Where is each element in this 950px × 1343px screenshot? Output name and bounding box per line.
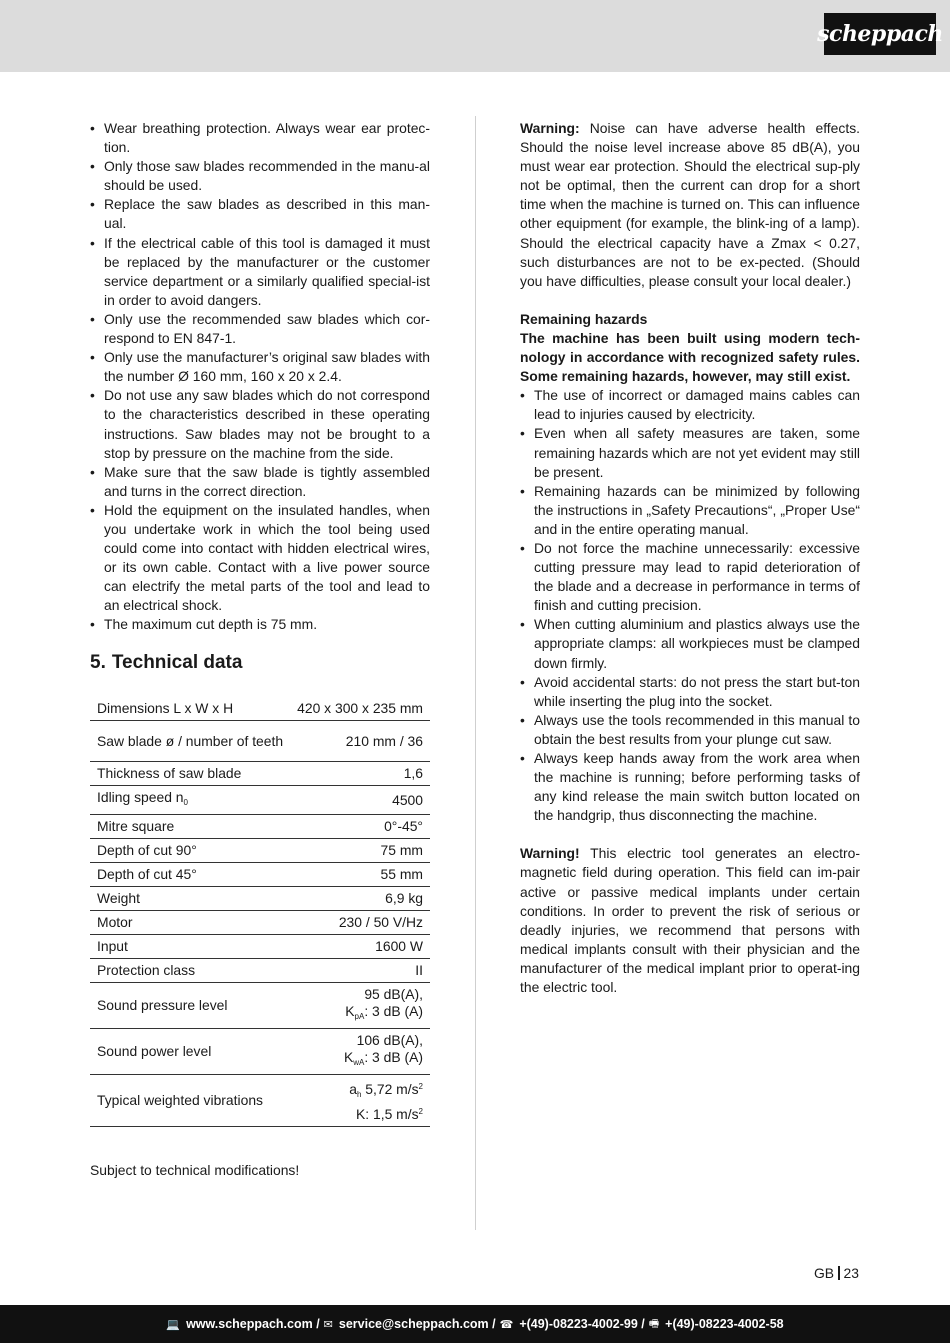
list-item: • Only use the manufacturer’s original saw blades with the number Ø 160 mm, 160 x 20 x 2.4. <box>90 348 430 386</box>
table-row <box>90 887 430 911</box>
table-row <box>90 815 430 839</box>
page-number <box>814 1265 859 1281</box>
spec-label-subscript: 0 <box>183 798 188 808</box>
technical-note: Subject to technical modifications! <box>90 1162 300 1179</box>
fax-icon: 🖷 <box>648 1316 660 1330</box>
page-number-value: 23 <box>843 1265 859 1281</box>
spacer <box>520 825 860 844</box>
spec-label: Protection class <box>90 959 290 983</box>
spec-value: 4500 <box>290 786 430 815</box>
spec-label: Weight <box>90 887 290 911</box>
spec-value-line <box>297 1049 423 1071</box>
warning-text: This electric tool generates an electro-magnetic field during operation. This field can im-pair active or passive medical implants under certain conditions. In order to prevent the risk of serious or deadly injuries, we recommend that persons with medical implants consult with their physician and the manufacturer of the medical implant prior to operat-ing the electric tool. <box>520 845 860 996</box>
spacer <box>520 291 860 310</box>
list-item: • Remaining hazards can be minimized by following the instructions in „Safety Precautions“, „Proper Use“ and in the entire operating manual. <box>520 482 860 539</box>
table-row <box>90 959 430 983</box>
spec-value-line <box>297 1003 423 1025</box>
brand-logo: scheppach <box>824 13 936 55</box>
spec-value: 420 x 300 x 235 mm <box>290 697 430 721</box>
warning-label: Warning! <box>520 845 580 862</box>
list-item: • Wear breathing protection. Always wear ear protec-tion. <box>90 119 430 157</box>
k-value: : 3 dB (A) <box>364 1049 423 1066</box>
list-item: • Avoid accidental starts: do not press the start but-ton while inserting the plug into the socket. <box>520 673 860 711</box>
spec-label: Sound pressure level <box>90 983 290 1029</box>
table-row <box>90 786 430 815</box>
spec-value: 0°-45° <box>290 815 430 839</box>
spec-value: 230 / 50 V/Hz <box>290 911 430 935</box>
hazards-intro: The machine has been built using modern tech-nology in accordance with recognized safety rules. Some remaining hazards, however, may still exist. <box>520 329 860 385</box>
spec-label: Input <box>90 935 290 959</box>
computer-icon: 💻 <box>166 1317 181 1331</box>
spec-value: 55 mm <box>290 863 430 887</box>
section-number: 5. <box>90 651 106 673</box>
right-column <box>520 119 860 997</box>
spec-value: 1,6 <box>290 762 430 786</box>
warning-label: Warning: <box>520 120 580 136</box>
spec-value: 6,9 kg <box>290 887 430 911</box>
spec-label: Saw blade ø / number of teeth <box>90 721 290 762</box>
a-subscript: h <box>356 1090 362 1100</box>
spec-value-line <box>297 1103 423 1123</box>
spec-value-line: 106 dB(A), <box>356 1032 423 1049</box>
list-item: • Even when all safety measures are taken, some remaining hazards which are not yet evident may still be present. <box>520 424 860 481</box>
spec-value: II <box>290 959 430 983</box>
safety-bullet-list <box>90 119 430 635</box>
table-row <box>90 839 430 863</box>
list-item: • Replace the saw blades as described in this man-ual. <box>90 195 430 233</box>
k-value: K: 1,5 m/s <box>356 1106 419 1123</box>
spec-value <box>290 1029 430 1075</box>
table-row <box>90 721 430 762</box>
list-item: • If the electrical cable of this tool is damaged it must be replaced by the manufacturer or the customer service department or a similarly qualified special-ist in order to avoid dangers. <box>90 234 430 310</box>
table-row <box>90 863 430 887</box>
k-subscript: wA <box>353 1058 365 1068</box>
a-superscript: 2 <box>418 1082 423 1092</box>
spec-label: Motor <box>90 911 290 935</box>
list-item: • Make sure that the saw blade is tightly assembled and turns in the correct direction. <box>90 463 430 501</box>
list-item: • The use of incorrect or damaged mains cables can lead to injuries caused by electricity. <box>520 386 860 424</box>
table-row <box>90 983 430 1029</box>
table-row <box>90 697 430 721</box>
left-column <box>90 119 430 1180</box>
list-item: • Always use the tools recommended in this manual to obtain the best results from your plunge cut saw. <box>520 711 860 749</box>
table-row <box>90 1029 430 1075</box>
footer-phone: +(49)-08223-4002-99 / <box>519 1317 645 1331</box>
table-row <box>90 911 430 935</box>
mail-icon: ✉ <box>323 1317 333 1331</box>
technical-data-table <box>90 697 430 1128</box>
table-row <box>90 935 430 959</box>
noise-warning <box>520 119 860 291</box>
footer-email[interactable]: service@scheppach.com / <box>338 1317 496 1331</box>
spec-value-line <box>297 1078 423 1103</box>
list-item: • Do not use any saw blades which do not correspond to the characteristics described in these operating instructions. Saw blades may not be brought to a stop by pressure on the machine from the side. <box>90 386 430 462</box>
spec-value: 210 mm / 36 <box>290 721 430 762</box>
spec-value <box>290 1075 430 1127</box>
warning-text: Noise can have adverse health effects. Should the noise level increase above 85 dB(A), you must wear ear protection. Should the electrical sup-ply not be optimal, then the current can drop for a short time when the machine is turned on. This can influence other equipment (for example, the blink-ing of a lamp). Should the electrical capacity have a Zmax < 0.27, such disturbances are not to be ex-pected. (Should you have difficulties, please consult your local dealer.) <box>520 120 860 289</box>
list-item: • When cutting aluminium and plastics always use the appropriate clamps: all workpieces must be clamped down firmly. <box>520 615 860 672</box>
spec-value: 75 mm <box>290 839 430 863</box>
k-superscript: 2 <box>418 1107 423 1117</box>
spec-label-text: Idling speed n <box>97 789 184 806</box>
list-item: • Always keep hands away from the work area when the machine is running; before performing tasks of any kind release the main switch button located on the handgrip, thus disconnecting the machine. <box>520 749 860 825</box>
a-value: 5,72 m/s <box>361 1081 419 1098</box>
hazards-heading: Remaining hazards <box>520 310 648 327</box>
page-separator <box>838 1266 840 1280</box>
spec-label: Dimensions L x W x H <box>90 697 290 721</box>
spec-label: Typical weighted vibrations <box>90 1075 290 1127</box>
list-item: • Hold the equipment on the insulated handles, when you undertake work in which the tool being used could come into contact with hidden electrical wires, or its own cable. Contact with a live power source can electrify the metal parts of the tool and lead to an electrical shock. <box>90 501 430 616</box>
header-bar <box>0 0 950 72</box>
phone-icon: ☎ <box>499 1317 514 1331</box>
spec-label: Depth of cut 45° <box>90 863 290 887</box>
table-row <box>90 762 430 786</box>
list-item: • Only those saw blades recommended in the manu-al should be used. <box>90 157 430 195</box>
k-symbol: K <box>345 1003 355 1020</box>
spec-value: 1600 W <box>290 935 430 959</box>
k-value: : 3 dB (A) <box>364 1003 423 1020</box>
list-item: • The maximum cut depth is 75 mm. <box>90 615 430 634</box>
footer-bar <box>0 1305 950 1343</box>
language-code: GB <box>813 1265 835 1281</box>
k-symbol: K <box>343 1049 354 1066</box>
section-title-text: Technical data <box>111 651 243 673</box>
footer-website[interactable]: www.scheppach.com / <box>186 1317 320 1331</box>
hazard-bullet-list <box>520 386 860 825</box>
list-item: • Do not force the machine unnecessarily: excessive cutting pressure may lead to rapid deterioration of the blade and a decrease in performance in terms of finish and cutting precision. <box>520 539 860 615</box>
spec-value-line: 95 dB(A), <box>364 986 423 1003</box>
section-title <box>90 651 430 675</box>
spec-value <box>290 983 430 1029</box>
spec-label <box>90 786 290 815</box>
emf-warning <box>520 844 860 997</box>
spec-label: Mitre square <box>90 815 290 839</box>
table-row <box>90 1075 430 1127</box>
spec-label: Thickness of saw blade <box>90 762 290 786</box>
list-item: • Only use the recommended saw blades which cor-respond to EN 847-1. <box>90 310 430 348</box>
a-symbol: a <box>349 1081 357 1098</box>
spec-label: Depth of cut 90° <box>90 839 290 863</box>
k-subscript: pA <box>354 1012 365 1022</box>
footer-fax: +(49)-08223-4002-58 <box>665 1317 784 1331</box>
spec-label: Sound power level <box>90 1029 290 1075</box>
column-divider <box>475 116 476 1230</box>
